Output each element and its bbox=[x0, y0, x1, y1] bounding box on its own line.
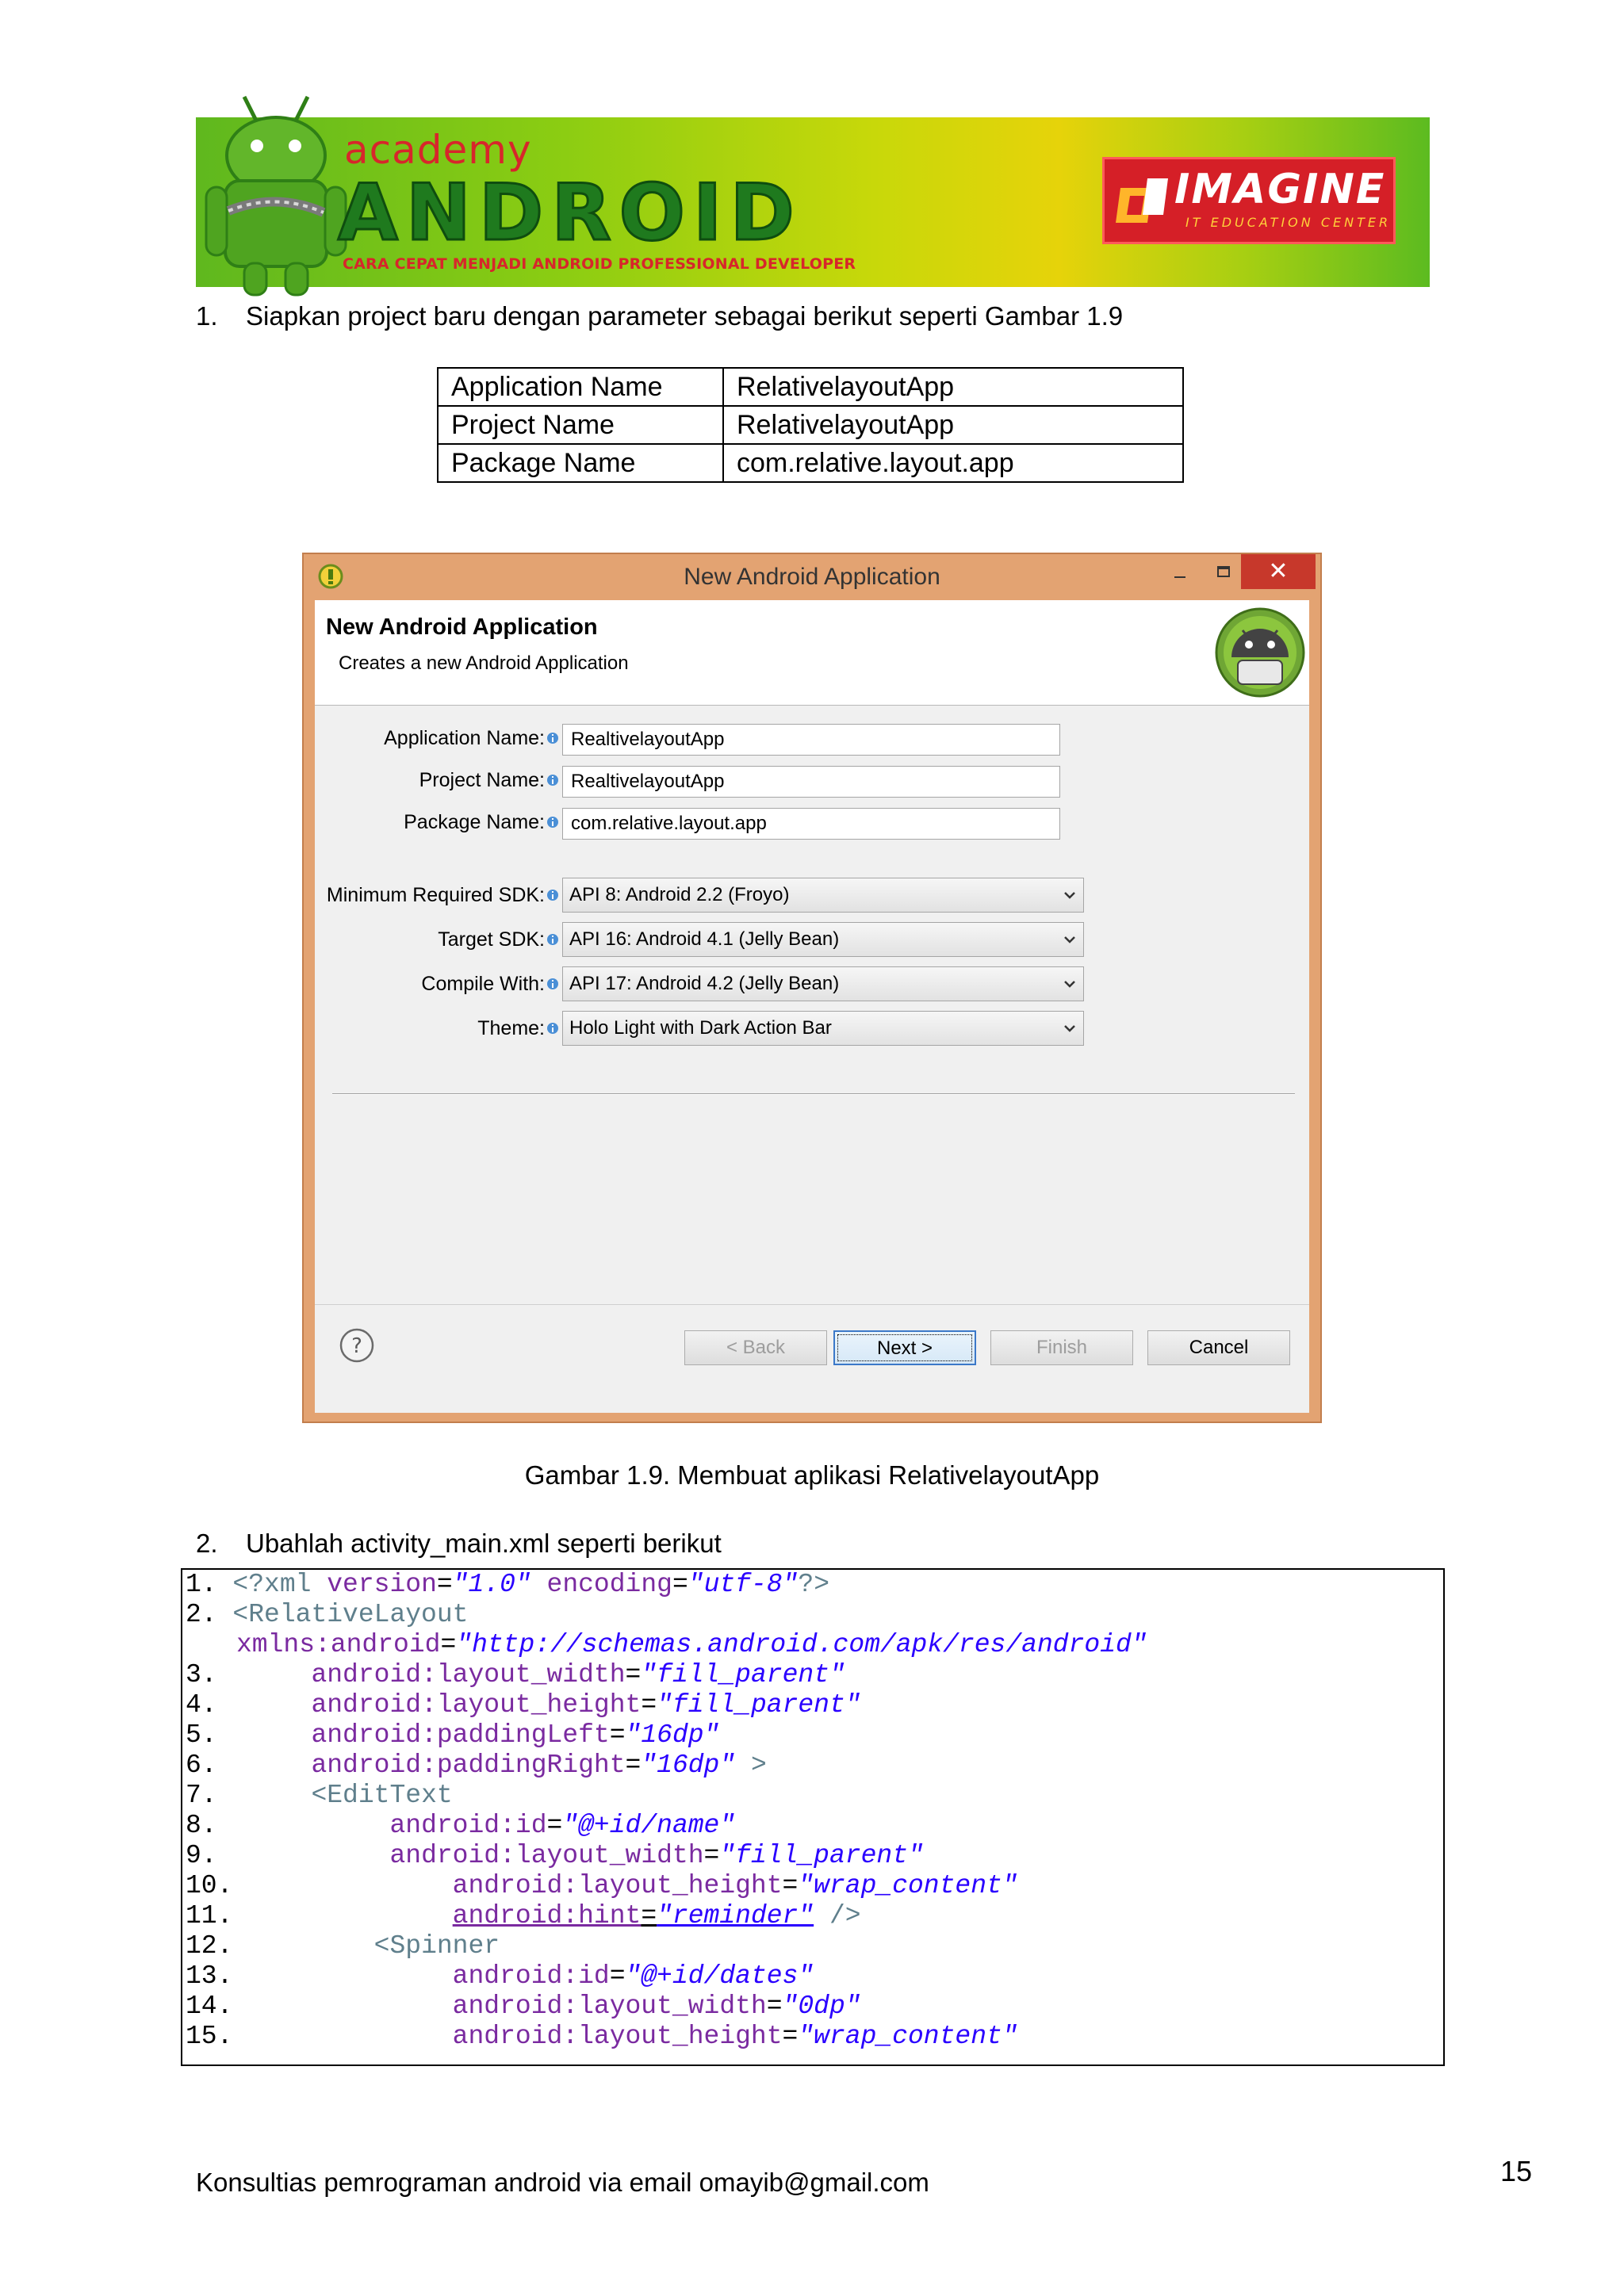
table-cell-key: Application Name bbox=[438, 368, 723, 406]
code-line: 3. android:layout_width="fill_parent" bbox=[186, 1660, 845, 1689]
help-glyph: ? bbox=[351, 1334, 362, 1358]
dialog-content bbox=[315, 600, 1309, 1412]
compile-with-select[interactable] bbox=[562, 966, 1084, 1001]
next-button[interactable]: Next > bbox=[833, 1330, 976, 1365]
info-icon bbox=[546, 816, 559, 828]
table-row bbox=[438, 406, 1183, 444]
parameter-table bbox=[437, 367, 1184, 483]
info-icon bbox=[546, 732, 559, 744]
package-name-label: Package Name: bbox=[404, 811, 545, 833]
wizard-button-bar bbox=[315, 1304, 1309, 1413]
code-line: 13. android:id="@+id/dates" bbox=[186, 1961, 814, 1991]
back-button[interactable]: < Back bbox=[684, 1330, 827, 1365]
theme-value: Holo Light with Dark Action Bar bbox=[569, 1017, 832, 1039]
chevron-down-icon bbox=[1061, 931, 1078, 948]
table-row bbox=[438, 444, 1183, 482]
table-cell-value: RelativelayoutApp bbox=[723, 368, 1183, 406]
code-line: 12. <Spinner bbox=[186, 1931, 500, 1961]
info-icon bbox=[546, 978, 559, 990]
page-number: 15 bbox=[1500, 2155, 1533, 2187]
info-icon bbox=[546, 933, 559, 946]
step1-text: Siapkan project baru dengan parameter sebagai berikut seperti Gambar 1.9 bbox=[246, 301, 1124, 331]
code-line: 11. android:hint="reminder" /> bbox=[186, 1901, 861, 1931]
table-row bbox=[438, 368, 1183, 406]
compile-with-value: API 17: Android 4.2 (Jelly Bean) bbox=[569, 973, 840, 994]
code-line: 8. android:id="@+id/name" bbox=[186, 1811, 736, 1840]
code-line: xmlns:android="http://schemas.android.com/apk/res/android" bbox=[236, 1630, 1147, 1659]
figure-caption: Gambar 1.9. Membuat aplikasi RelativelayoutApp bbox=[524, 1460, 1100, 1490]
close-icon: ✕ bbox=[1268, 558, 1289, 584]
code-listing bbox=[181, 1568, 1445, 2066]
banner-tagline: CARA CEPAT MENJADI ANDROID PROFESSIONAL DEVELOPER bbox=[343, 255, 856, 273]
code-line: 10. android:layout_height="wrap_content" bbox=[186, 1871, 1018, 1900]
step1-number: 1. bbox=[196, 301, 218, 331]
theme-select[interactable] bbox=[562, 1011, 1084, 1046]
maximize-icon[interactable] bbox=[1204, 557, 1243, 589]
table-cell-key: Project Name bbox=[438, 406, 723, 444]
code-line: 14. android:layout_width="0dp" bbox=[186, 1992, 861, 2021]
banner-academy-text: academy bbox=[344, 127, 532, 173]
code-line: 2. <RelativeLayout bbox=[186, 1600, 469, 1629]
theme-label: Theme: bbox=[477, 1017, 545, 1039]
dialog-title-bar[interactable] bbox=[304, 554, 1320, 602]
content-divider bbox=[332, 1093, 1295, 1095]
table-cell-value: com.relative.layout.app bbox=[723, 444, 1183, 482]
info-icon bbox=[546, 1022, 559, 1035]
finish-button[interactable]: Finish bbox=[990, 1330, 1133, 1365]
wizard-header bbox=[315, 600, 1309, 706]
wizard-subtitle: Creates a new Android Application bbox=[339, 652, 629, 674]
code-line: 5. android:paddingLeft="16dp" bbox=[186, 1720, 720, 1750]
info-icon bbox=[546, 774, 559, 786]
android-mascot-icon bbox=[205, 94, 347, 297]
imagine-brand-subtitle: IT EDUCATION CENTER bbox=[1185, 215, 1392, 230]
step2-text: Ubahlah activity_main.xml seperti berikut bbox=[246, 1529, 722, 1558]
code-line: 6. android:paddingRight="16dp" > bbox=[186, 1751, 767, 1780]
compile-with-label: Compile With: bbox=[421, 973, 545, 995]
chevron-down-icon bbox=[1061, 1020, 1078, 1037]
chevron-down-icon bbox=[1061, 886, 1078, 904]
info-icon bbox=[546, 889, 559, 901]
imagine-logo-icon bbox=[1116, 177, 1170, 226]
application-name-label: Application Name: bbox=[384, 727, 545, 749]
close-button[interactable] bbox=[1241, 554, 1316, 589]
package-name-field[interactable]: com.relative.layout.app bbox=[562, 808, 1060, 840]
project-name-label: Project Name: bbox=[419, 769, 545, 791]
new-android-application-dialog bbox=[302, 553, 1322, 1423]
minimum-sdk-label: Minimum Required SDK: bbox=[326, 884, 545, 906]
minimize-icon[interactable] bbox=[1160, 557, 1200, 589]
cancel-button[interactable]: Cancel bbox=[1147, 1330, 1290, 1365]
code-line: 9. android:layout_width="fill_parent" bbox=[186, 1841, 924, 1870]
target-sdk-value: API 16: Android 4.1 (Jelly Bean) bbox=[569, 928, 840, 950]
footer-contact-text: Konsultias pemrograman android via email omayib@gmail.com bbox=[196, 2168, 929, 2197]
table-cell-key: Package Name bbox=[438, 444, 723, 482]
minimum-sdk-value: API 8: Android 2.2 (Froyo) bbox=[569, 884, 790, 905]
help-icon[interactable] bbox=[339, 1327, 375, 1364]
project-name-field[interactable]: RealtivelayoutApp bbox=[562, 766, 1060, 798]
code-line: 4. android:layout_height="fill_parent" bbox=[186, 1690, 861, 1720]
wizard-title: New Android Application bbox=[326, 614, 598, 640]
imagine-logo-box bbox=[1102, 157, 1396, 244]
android-wizard-icon bbox=[1214, 607, 1306, 698]
application-name-field[interactable]: RealtivelayoutApp bbox=[562, 724, 1060, 756]
code-line: 1. <?xml version="1.0" encoding="utf-8"?> bbox=[186, 1570, 829, 1599]
target-sdk-label: Target SDK: bbox=[438, 928, 545, 951]
imagine-brand-text: IMAGINE bbox=[1174, 166, 1386, 213]
target-sdk-select[interactable] bbox=[562, 922, 1084, 957]
dialog-window-title: New Android Application bbox=[684, 564, 940, 590]
banner-android-wordmark: ANDROID bbox=[338, 168, 802, 258]
step2-number: 2. bbox=[196, 1529, 218, 1558]
table-cell-value: RelativelayoutApp bbox=[723, 406, 1183, 444]
code-line: 15. android:layout_height="wrap_content" bbox=[186, 2022, 1018, 2051]
code-line: 7. <EditText bbox=[186, 1781, 453, 1810]
chevron-down-icon bbox=[1061, 975, 1078, 993]
minimum-sdk-select[interactable] bbox=[562, 878, 1084, 913]
